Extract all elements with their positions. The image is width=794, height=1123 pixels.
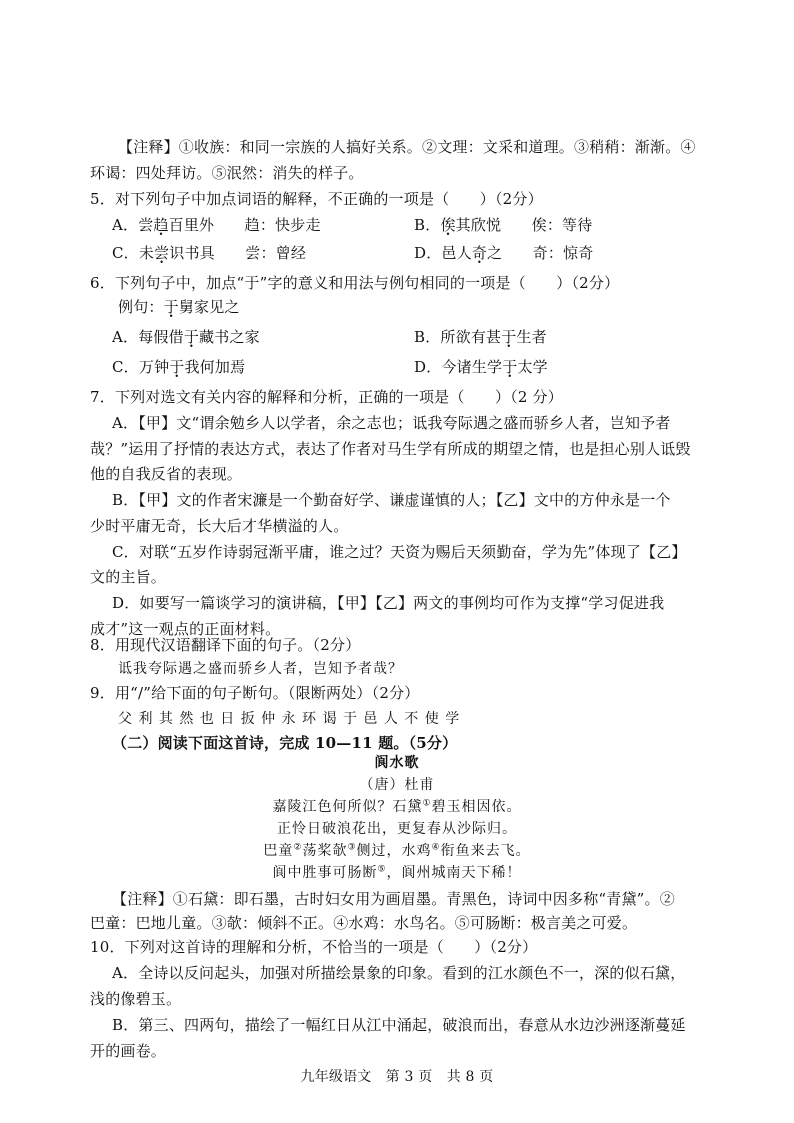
q7-option-a-line-1: A．【甲】文“谓余勉乡人以学者，余之志也；诋我夸际遇之盛而骄乡人者，岂知予者 (112, 414, 671, 432)
poem-author: （唐）杜甫 (359, 777, 435, 793)
q7-option-c-line-1: C．对联“五岁作诗弱冠渐平庸，谁之过？天资为赐后天须勤奋，学为先”体现了【乙】 (112, 543, 687, 561)
dotted-char: 于 (501, 328, 517, 346)
q6-example: 例句：于舅家见之 (118, 298, 240, 316)
q9-sentence: 父 利 其 然 也 日 扳 仲 永 环 谒 于 邑 人 不 使 学 (118, 711, 461, 727)
q7-option-d-line-2: 成才”这一观点的正面材料。 (90, 620, 281, 638)
dotted-char: 于 (502, 358, 518, 376)
dotted-char: 奇 (471, 244, 488, 262)
q6-option-d: D．今诸生学于太学 (414, 358, 548, 376)
q5-option-c: C．未尝识书具 尝：曾经 (112, 244, 307, 262)
note-poem-line-2: 巴童：巴地儿童。③欹：倾斜不正。④水鸡：水鸟名。⑤可肠断：极言美之可爱。 (90, 914, 638, 932)
poem-line-1: 嘉陵江色何所似？石黛①碧玉相因依。 (272, 798, 522, 815)
dotted-char: 趋 (153, 216, 169, 234)
q7-option-b-line-2: 少时平庸无奇，长大后才华横溢的人。 (90, 517, 349, 535)
q10-option-a-line-1: A．全诗以反问起头，加强对所描绘景象的印象。看到的江水颜色不一，深的似石黛， (112, 964, 686, 982)
note-poem-line-1: 【注释】①石黛：即石墨，古时妇女用为画眉墨。青黑色，诗词中因多称“青黛”。② (112, 890, 675, 908)
note-top-line-2: 环谒：四处拜访。⑤泯然：消失的样子。 (90, 164, 364, 182)
q7-option-a-line-3: 他的自我反省的表现。 (90, 465, 243, 483)
poem-title: 阆水歌 (374, 755, 420, 771)
q7-option-c-line-2: 文的主旨。 (90, 568, 167, 586)
q7-option-b-line-1: B．【甲】文的作者宋濂是一个勤奋好学、谦虚谨慎的人；【乙】文中的方仲永是一个 (112, 491, 671, 509)
q5-option-d: D．邑人奇之 奇：惊奇 (414, 244, 594, 262)
q7-option-d-line-1: D．如要写一篇谈学习的演讲稿，【甲】【乙】两文的事例均可作为支撑“学习促进我 (112, 594, 665, 612)
q6-stem: 6．下列句子中，加点“于”字的意义和用法与例句相同的一项是（ ）（2分） (90, 274, 620, 292)
page-footer: 九年级语文 第 3 页 共 8 页 (300, 1069, 494, 1085)
section-2-heading: （二）阅读下面这首诗，完成 10—11 题。（5分） (112, 734, 458, 752)
poem-line-3: 巴童②荡桨欹③侧过，水鸡④衔鱼来去飞。 (263, 842, 531, 859)
q10-stem: 10．下列对这首诗的理解和分析，不恰当的一项是（ ）（2分） (90, 938, 538, 956)
q5-option-b: B．俟其欣悦 俟：等待 (414, 216, 593, 234)
poem-line-2: 正怜日破浪花出，更复春从沙际归。 (277, 821, 517, 837)
dotted-char: 俟 (440, 216, 456, 234)
note-top-line-1: 【注释】①收族：和同一宗族的人搞好关系。②文理：文采和道理。③稍稍：渐渐。④ (118, 138, 696, 156)
q10-option-b-line-1: B．第三、四两句，描绘了一幅红日从江中涌起，破浪而出，春意从水边沙洲逐渐蔓延 (112, 1016, 686, 1034)
q5-option-a: A．尝趋百里外 趋：快步走 (112, 216, 321, 234)
q8-sentence: 诋我夸际遇之盛而骄乡人者，岂知予者哉？ (118, 661, 403, 677)
dotted-char: 尝 (154, 244, 170, 262)
q5-stem: 5．对下列句子中加点词语的解释，不正确的一项是（ ）（2分） (90, 190, 543, 208)
q8-stem: 8．用现代汉语翻译下面的句子。（2分） (90, 636, 361, 654)
q6-option-a: A．每假借于藏书之家 (112, 328, 260, 346)
q10-option-b-line-2: 开的画卷。 (90, 1042, 167, 1060)
q7-stem: 7．下列对选文有关内容的解释和分析，正确的一项是（ ）（2 分） (90, 388, 563, 406)
q10-option-a-line-2: 浅的像碧玉。 (90, 990, 182, 1008)
q6-option-b: B．所欲有甚于生者 (414, 328, 547, 346)
q9-stem: 9．用“/”给下面的句子断句。（限断两处）（2分） (90, 684, 420, 702)
dotted-char: 于 (183, 328, 200, 346)
poem-line-4: 阆中胜事可肠断⑤，阆州城南天下稀！ (272, 864, 522, 881)
dotted-char: 于 (163, 298, 179, 316)
dotted-char: 于 (169, 358, 185, 376)
q7-option-a-line-2: 哉？”运用了抒情的表达方式，表达了作者对马生学有所成的期望之情，也是担心别人诋毁 (90, 440, 691, 458)
q6-option-c: C．万钟于我何加焉 (112, 358, 246, 376)
